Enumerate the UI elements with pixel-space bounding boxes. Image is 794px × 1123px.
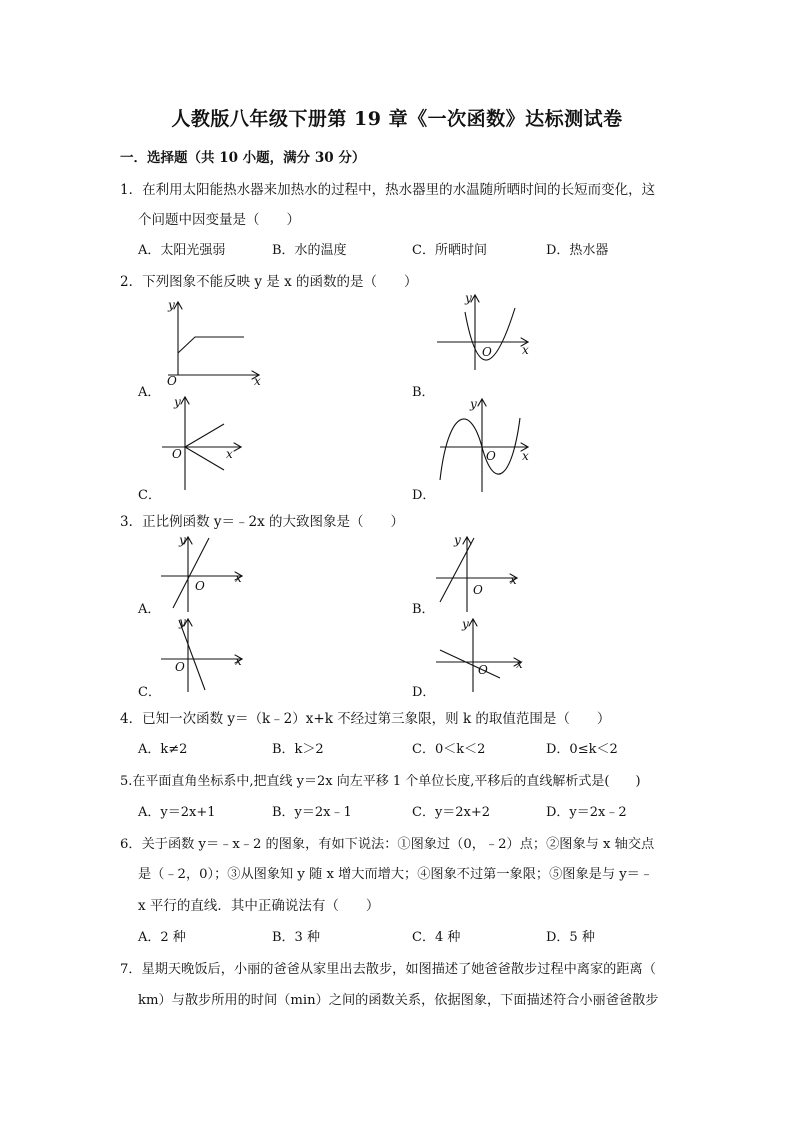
q2-graph-b — [435, 290, 535, 385]
y-axis-label: y — [168, 298, 175, 312]
x-axis-label: x — [510, 573, 517, 587]
q3-graph-b — [430, 532, 525, 617]
q1-option-c: C．所晒时间 — [412, 243, 487, 258]
y-axis-label: y — [454, 533, 461, 547]
q1-option-d: D．热水器 — [546, 243, 609, 258]
y-axis-label: y — [470, 397, 477, 411]
q2-option-d: D． — [412, 488, 436, 503]
x-axis-label: x — [522, 343, 529, 357]
q6-stem-line2: 是（﹣2，0）；③从图象知 y 随 x 增大而增大；④图象不过第一象限；⑤图象是与 y＝﹣ — [138, 867, 654, 882]
y-axis-label: y — [462, 617, 469, 631]
x-axis-label: x — [235, 654, 242, 668]
q2-option-a: A． — [138, 385, 161, 400]
q3-graph-a — [155, 532, 250, 617]
q4-option-c: C．0＜k＜2 — [412, 742, 486, 757]
q6-option-d: D．5 种 — [546, 930, 595, 945]
q6-option-b: B．3 种 — [272, 930, 320, 945]
q7-stem-line2: km）与散步所用的时间（min）之间的函数关系，依据图象，下面描述符合小丽爸爸散步 — [138, 993, 659, 1008]
q3-option-a: A． — [138, 602, 161, 617]
q5-option-c: C．y＝2x+2 — [412, 805, 491, 820]
y-axis-label: y — [179, 615, 186, 629]
origin-label: O — [482, 345, 492, 359]
q2-graph-c — [150, 390, 250, 495]
q7-stem-line1: 7．星期天晚饭后，小丽的爸爸从家里出去散步，如图描述了她爸爸散步过程中离家的距离（ — [120, 962, 656, 977]
y-axis-label: y — [174, 395, 181, 409]
origin-label: O — [175, 660, 185, 674]
q3-option-d: D． — [412, 685, 436, 700]
q1-option-b: B．水的温度 — [272, 243, 347, 258]
origin-label: O — [172, 447, 182, 461]
q1-stem-line2: 个问题中因变量是（ ） — [138, 212, 300, 228]
q1-option-a: A．太阳光强弱 — [138, 243, 226, 258]
origin-label: O — [195, 579, 205, 593]
q5-option-d: D．y＝2x﹣2 — [546, 805, 627, 820]
q3-graph-d — [430, 614, 530, 694]
x-axis-label: x — [516, 657, 523, 671]
q5-stem: 5.在平面直角坐标系中,把直线 y＝2x 向左平移 1 个单位长度,平移后的直线解析式是( ) — [120, 774, 641, 789]
q5-option-a: A．y＝2x+1 — [138, 805, 216, 820]
q3-stem: 3．正比例函数 y＝﹣2x 的大致图象是（ ） — [120, 514, 405, 530]
origin-label: O — [486, 449, 496, 463]
page-title: 人教版八年级下册第 19 章《一次函数》达标测试卷 — [171, 108, 623, 130]
x-axis-label: x — [226, 447, 233, 461]
y-axis-label: y — [179, 533, 186, 547]
q2-stem: 2．下列图象不能反映 y 是 x 的函数的是（ ） — [120, 274, 418, 290]
q3-option-c: C． — [138, 685, 161, 700]
q4-option-d: D．0≤k＜2 — [546, 742, 618, 757]
q6-stem-line3: x 平行的直线．其中正确说法有（ ） — [138, 898, 380, 914]
q4-option-b: B．k＞2 — [272, 742, 324, 757]
section-heading: 一．选择题（共 10 小题，满分 30 分） — [120, 150, 366, 166]
q4-option-a: A．k≠2 — [138, 742, 188, 757]
origin-label: O — [167, 374, 177, 388]
x-axis-label: x — [235, 571, 242, 585]
q5-option-b: B．y＝2x﹣1 — [272, 805, 352, 820]
q4-stem: 4．已知一次函数 y＝（k﹣2）x+k 不经过第三象限，则 k 的取值范围是（ ） — [120, 711, 611, 727]
q6-option-a: A．2 种 — [138, 930, 186, 945]
q2-graph-d — [430, 392, 535, 497]
q2-graph-a — [150, 295, 270, 390]
q3-option-b: B． — [412, 602, 435, 617]
q1-stem-line1: 1．在利用太阳能热水器来加热水的过程中，热水器里的水温随所晒时间的长短而变化，这 — [120, 182, 656, 198]
q6-stem-line1: 6．关于函数 y＝﹣x﹣2 的图象，有如下说法：①图象过（0，﹣2）点；②图象与 x 轴交点 — [120, 837, 655, 852]
x-axis-label: x — [522, 449, 529, 463]
y-axis-label: y — [465, 291, 472, 305]
origin-label: O — [473, 583, 483, 597]
q6-option-c: C．4 种 — [412, 930, 461, 945]
x-axis-label: x — [254, 374, 261, 388]
q2-option-c: C． — [138, 488, 161, 503]
origin-label: O — [478, 663, 488, 677]
q3-graph-c — [155, 612, 250, 697]
q2-option-b: B． — [412, 385, 435, 400]
